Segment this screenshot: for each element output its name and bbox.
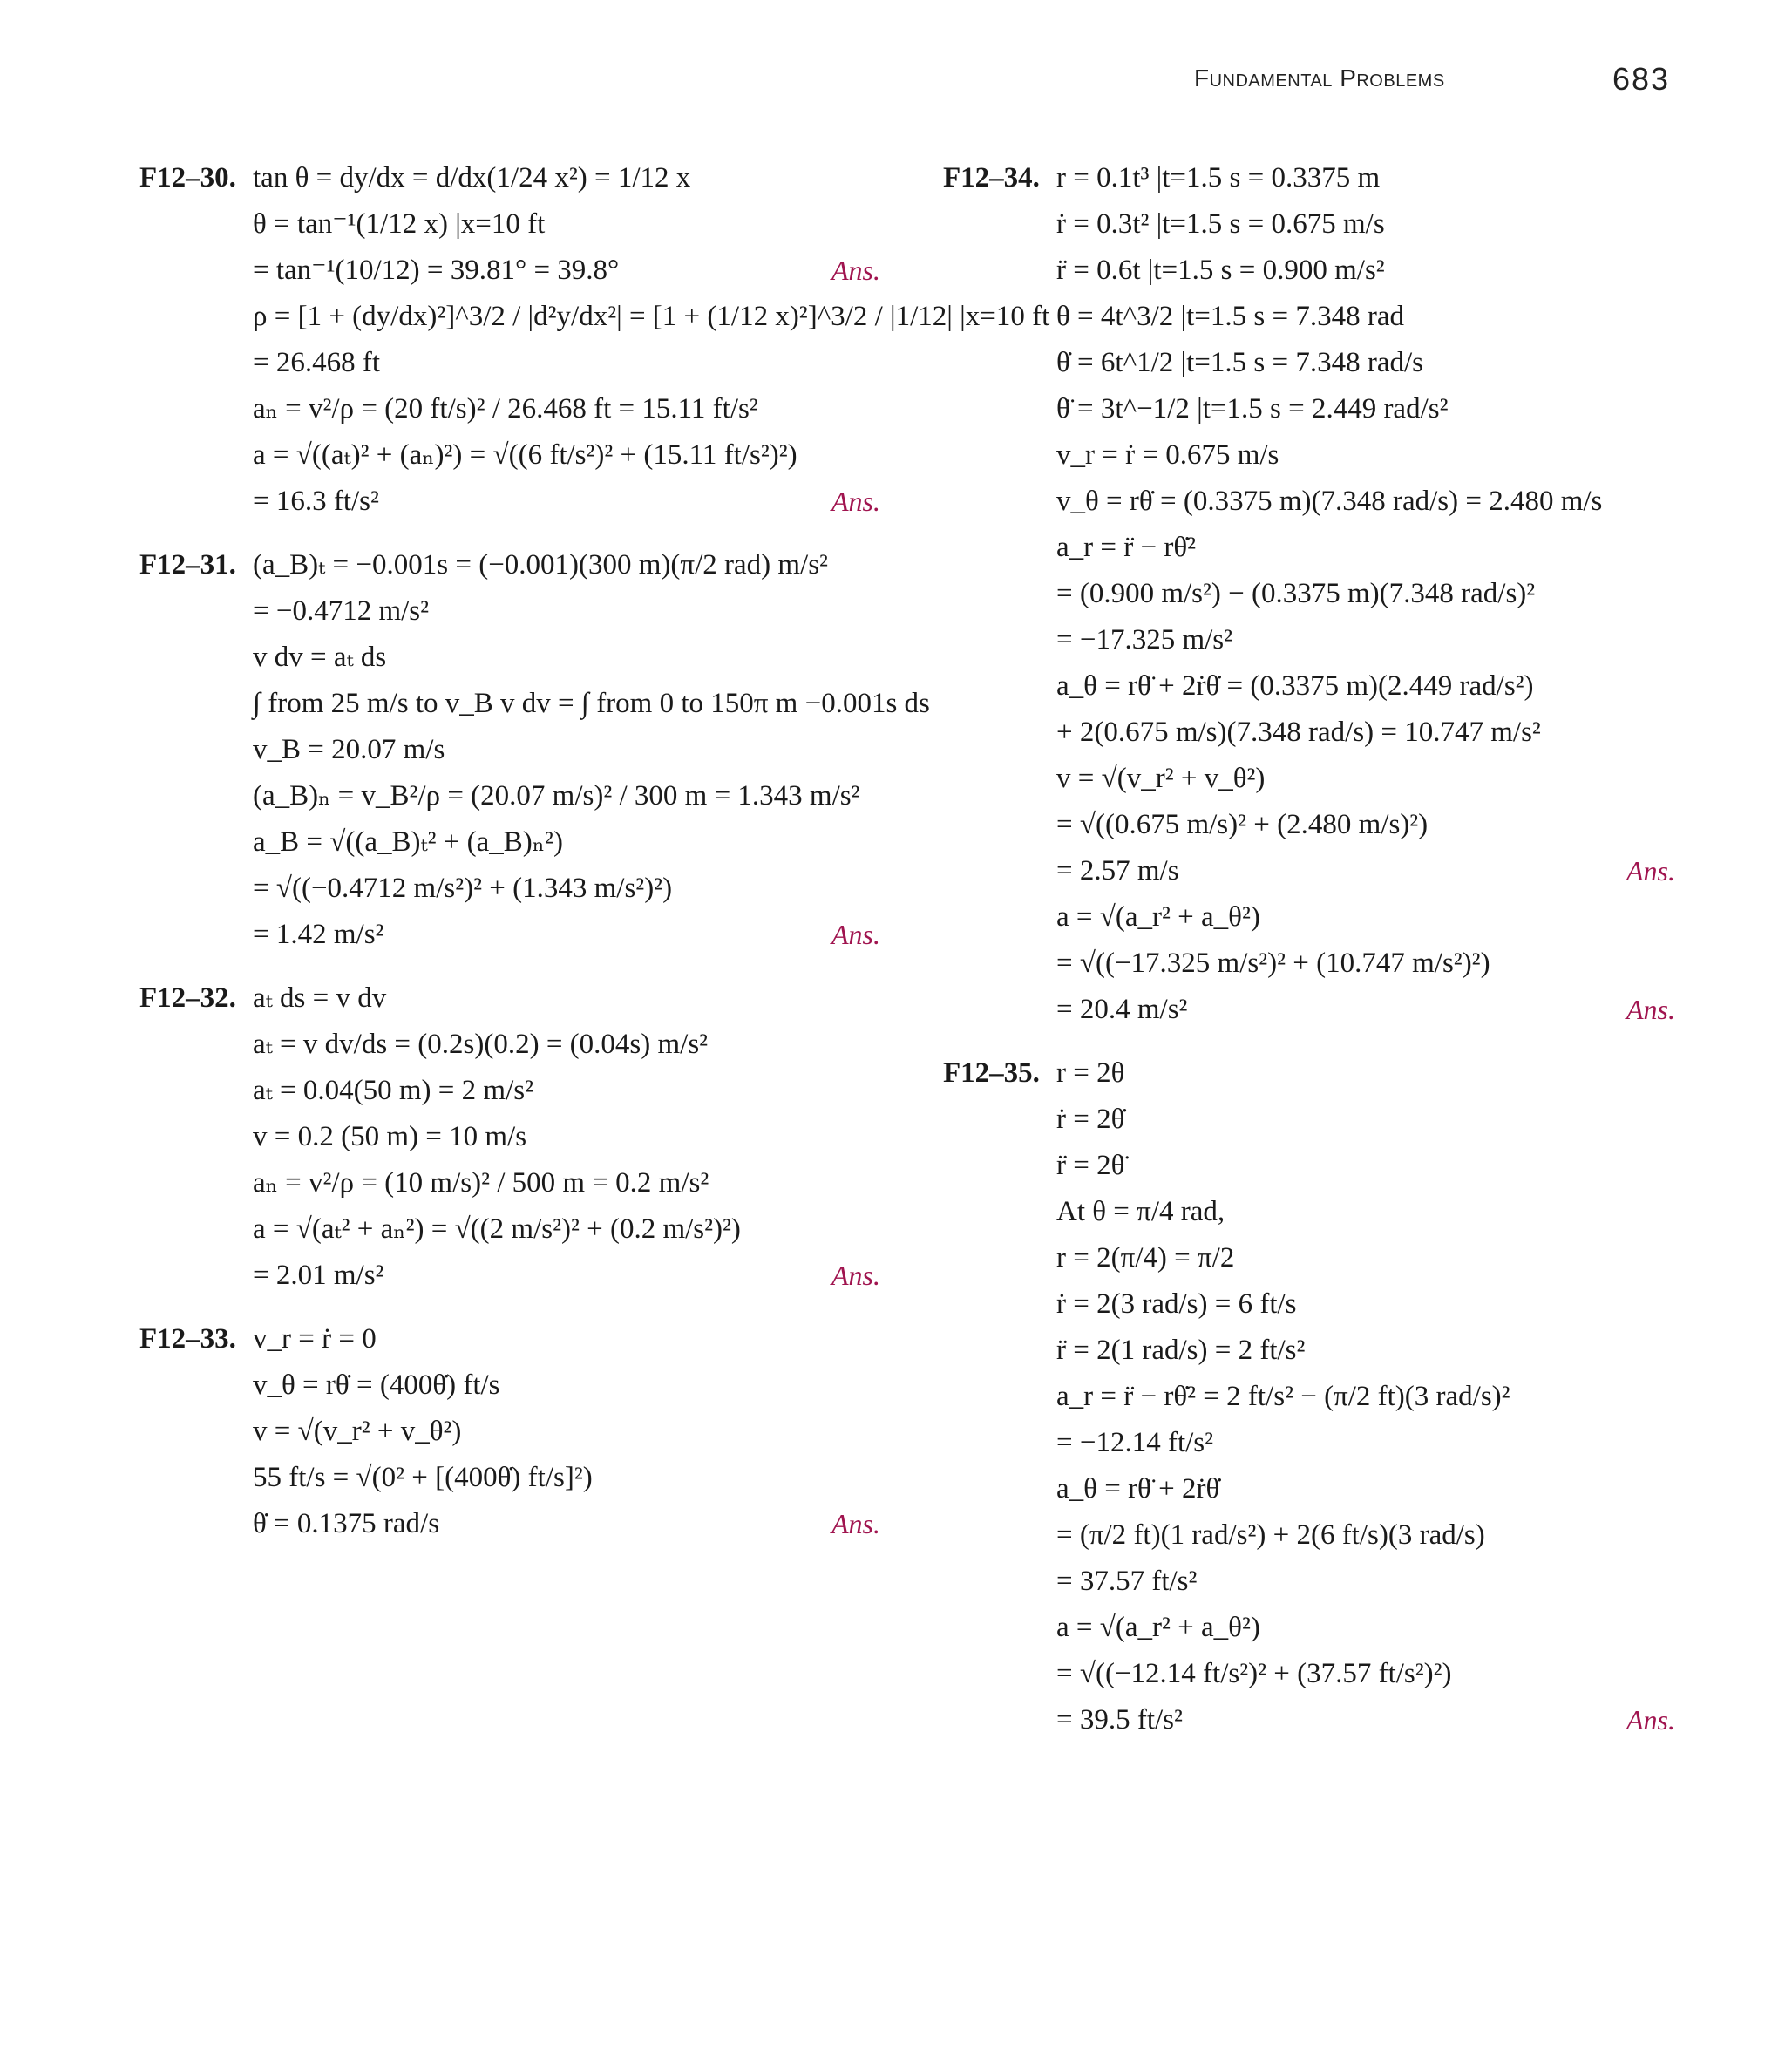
equation-text: θ = tan⁻¹(1/12 x) |x=10 ft [253,208,546,240]
equation-line [943,525,1675,571]
equation-text: r̈ = 2(1 rad/s) = 2 ft/s² [1056,1335,1306,1366]
equation-line [943,248,1675,294]
equation-line [139,1316,880,1362]
equation-text: v_θ = rθ̇ = (400θ̇) ft/s [253,1369,500,1401]
equation-text: v = 0.2 (50 m) = 10 m/s [253,1121,527,1152]
equation-line [943,155,1675,201]
equation-text: = −17.325 m/s² [1056,624,1233,656]
equation-line [943,1651,1675,1697]
problem-id: F12–35. [943,1057,1040,1089]
problem-block [139,1316,880,1547]
equation-text: θ̇ = 0.1375 rad/s [253,1508,440,1539]
problem-block [943,155,1675,1033]
equation-line [943,848,1675,894]
equation-text: = tan⁻¹(10/12) = 39.81° = 39.8° [253,255,620,286]
equation-line [943,201,1675,248]
right-column [943,155,1675,1743]
equation-line [943,386,1675,432]
equation-text: a_r = r̈ − rθ̇² = 2 ft/s² − (π/2 ft)(3 rad/s)² [1056,1381,1510,1412]
equation-line [943,802,1675,848]
equation-text: a_θ = rθ̈ + 2ṙθ̇ = (0.3375 m)(2.449 rad/s²) [1056,670,1534,702]
equation-text: ρ = [1 + (dy/dx)²]^3/2 / |d²y/dx²| = [1 + (1/12 x)²]^3/2 / |1/12| |x=10 ft [253,301,1050,332]
equation-line [139,1160,880,1206]
answer-marker: Ans. [831,1508,880,1539]
equation-line [139,155,880,201]
answer-marker: Ans. [831,486,880,517]
equation-text: ṙ = 2θ̇ [1056,1104,1125,1135]
equation-text: aₜ ds = v dv [253,982,387,1014]
equation-line [139,1114,880,1160]
equation-line [139,1455,880,1501]
equation-line [943,1374,1675,1420]
equation-text: = 39.5 ft/s² [1056,1704,1183,1736]
equation-line [943,1050,1675,1097]
equation-line [139,432,880,479]
equation-text: v dv = aₜ ds [253,642,387,673]
equation-text: = √((0.675 m/s)² + (2.480 m/s)²) [1056,809,1429,840]
equation-line [139,912,880,958]
equation-text: At θ = π/4 rad, [1056,1196,1225,1227]
equation-line [943,1605,1675,1651]
equation-line [139,681,930,727]
equation-line [139,1409,880,1455]
equation-line [139,201,880,248]
equation-line [139,1022,880,1068]
equation-line [943,1189,1675,1235]
problem-id: F12–31. [139,549,236,581]
equation-line [943,663,1675,710]
equation-text: + 2(0.675 m/s)(7.348 rad/s) = 10.747 m/s² [1056,717,1541,748]
answer-marker: Ans. [831,919,880,950]
equation-text: = 37.57 ft/s² [1056,1566,1198,1597]
equation-line [943,1097,1675,1143]
equation-line [943,941,1675,987]
problem-block [943,1050,1675,1743]
equation-text: aₜ = v dv/ds = (0.2s)(0.2) = (0.04s) m/s² [253,1029,709,1060]
answer-marker: Ans. [1626,994,1675,1025]
equation-line [139,819,880,866]
equation-text: aₙ = v²/ρ = (20 ft/s)² / 26.468 ft = 15.11 ft/s² [253,393,758,425]
equation-text: a_r = r̈ − rθ̇² [1056,532,1197,563]
equation-line [943,1420,1675,1466]
equation-line [943,1512,1675,1559]
equation-text: v = √(v_r² + v_θ²) [253,1416,462,1447]
equation-text: = √((−0.4712 m/s²)² + (1.343 m/s²)²) [253,873,673,904]
equation-line [943,1697,1675,1743]
equation-line [139,588,880,635]
equation-text: ∫ from 25 m/s to v_B v dv = ∫ from 0 to 150π m −0.001s ds [253,688,930,719]
equation-text: θ̇ = 6t^1/2 |t=1.5 s = 7.348 rad/s [1056,347,1423,378]
equation-text: aₜ = 0.04(50 m) = 2 m/s² [253,1075,533,1106]
problem-id: F12–32. [139,982,236,1014]
equation-line [139,1206,880,1253]
equation-line [139,1501,880,1547]
answer-marker: Ans. [831,1260,880,1291]
equation-text: (a_B)ₙ = v_B²/ρ = (20.07 m/s)² / 300 m = 1.343 m/s² [253,780,860,812]
problem-id: F12–34. [943,162,1040,194]
equation-line [943,1235,1675,1281]
equation-text: r = 2(π/4) = π/2 [1056,1242,1235,1274]
equation-text: v_B = 20.07 m/s [253,734,445,765]
equation-line [943,987,1675,1033]
equation-text: v_r = ṙ = 0 [253,1323,377,1355]
equation-line [139,635,880,681]
equation-line [943,756,1675,802]
equation-text: ṙ = 2(3 rad/s) = 6 ft/s [1056,1288,1297,1320]
equation-text: = 2.01 m/s² [253,1260,384,1291]
page-header [0,61,1785,96]
equation-text: a_B = √((a_B)ₜ² + (a_B)ₙ²) [253,826,563,858]
equation-line [943,1559,1675,1605]
answer-marker: Ans. [1626,1704,1675,1736]
equation-text: r̈ = 2θ̈ [1056,1150,1125,1181]
equation-text: a = √(aₜ² + aₙ²) = √((2 m/s²)² + (0.2 m/s²)²) [253,1213,741,1245]
equation-line [139,340,880,386]
equation-line [943,294,1675,340]
equation-text: = 1.42 m/s² [253,919,384,950]
equation-line [139,386,880,432]
answer-marker: Ans. [831,255,880,286]
equation-line [943,1328,1675,1374]
equation-text: r = 0.1t³ |t=1.5 s = 0.3375 m [1056,162,1381,194]
equation-line [139,479,880,525]
equation-line [139,248,880,294]
equation-line [139,727,880,773]
equation-line [943,1143,1675,1189]
equation-text: a = √(a_r² + a_θ²) [1056,901,1260,933]
equation-line [139,866,880,912]
equation-text: θ̈ = 3t^−1/2 |t=1.5 s = 2.449 rad/s² [1056,393,1449,425]
equation-line [139,773,880,819]
equation-text: r̈ = 0.6t |t=1.5 s = 0.900 m/s² [1056,255,1385,286]
problem-block [139,542,930,958]
equation-text: = 2.57 m/s [1056,855,1179,887]
equation-text: = 16.3 ft/s² [253,486,379,517]
equation-line [943,1466,1675,1512]
equation-text: (a_B)ₜ = −0.001s = (−0.001)(300 m)(π/2 rad) m/s² [253,549,828,581]
equation-text: a = √((aₜ)² + (aₙ)²) = √((6 ft/s²)² + (15.11 ft/s²)²) [253,439,797,471]
page-number: 683 [1612,61,1671,97]
equation-text: = 20.4 m/s² [1056,994,1188,1025]
equation-text: v_r = ṙ = 0.675 m/s [1056,439,1279,471]
answer-marker: Ans. [1626,855,1675,887]
equation-text: = √((−12.14 ft/s²)² + (37.57 ft/s²)²) [1056,1658,1452,1689]
equation-line [943,432,1675,479]
equation-text: θ = 4t^3/2 |t=1.5 s = 7.348 rad [1056,301,1404,332]
equation-line [139,294,1050,340]
problem-id: F12–30. [139,162,236,194]
equation-text: = (π/2 ft)(1 rad/s²) + 2(6 ft/s)(3 rad/s) [1056,1519,1485,1551]
equation-line [943,1281,1675,1328]
equation-line [943,571,1675,617]
problem-block [139,975,880,1299]
running-head: Fundamental Problems [1194,65,1445,92]
equation-text: tan θ = dy/dx = d/dx(1/24 x²) = 1/12 x [253,162,691,194]
equation-text: aₙ = v²/ρ = (10 m/s)² / 500 m = 0.2 m/s² [253,1167,709,1199]
equation-line [139,1068,880,1114]
equation-text: ṙ = 0.3t² |t=1.5 s = 0.675 m/s [1056,208,1385,240]
equation-text: = −12.14 ft/s² [1056,1427,1214,1458]
equation-line [139,1362,880,1409]
problem-id: F12–33. [139,1323,236,1355]
equation-text: r = 2θ [1056,1057,1125,1089]
equation-text: a_θ = rθ̈ + 2ṙθ̇ [1056,1473,1220,1505]
equation-text: = √((−17.325 m/s²)² + (10.747 m/s²)²) [1056,948,1490,979]
equation-line [139,1253,880,1299]
equation-line [943,617,1675,663]
equation-text: = (0.900 m/s²) − (0.3375 m)(7.348 rad/s)² [1056,578,1536,609]
equation-line [139,542,880,588]
equation-line [943,710,1675,756]
equation-line [139,975,880,1022]
equation-text: = 26.468 ft [253,347,381,378]
equation-line [943,479,1675,525]
equation-text: = −0.4712 m/s² [253,595,430,627]
equation-text: a = √(a_r² + a_θ²) [1056,1612,1260,1643]
equation-text: v_θ = rθ̇ = (0.3375 m)(7.348 rad/s) = 2.480 m/s [1056,486,1603,517]
equation-text: 55 ft/s = √(0² + [(400θ̇) ft/s]²) [253,1462,593,1493]
equation-line [943,340,1675,386]
equation-text: v = √(v_r² + v_θ²) [1056,763,1266,794]
equation-line [943,894,1675,941]
